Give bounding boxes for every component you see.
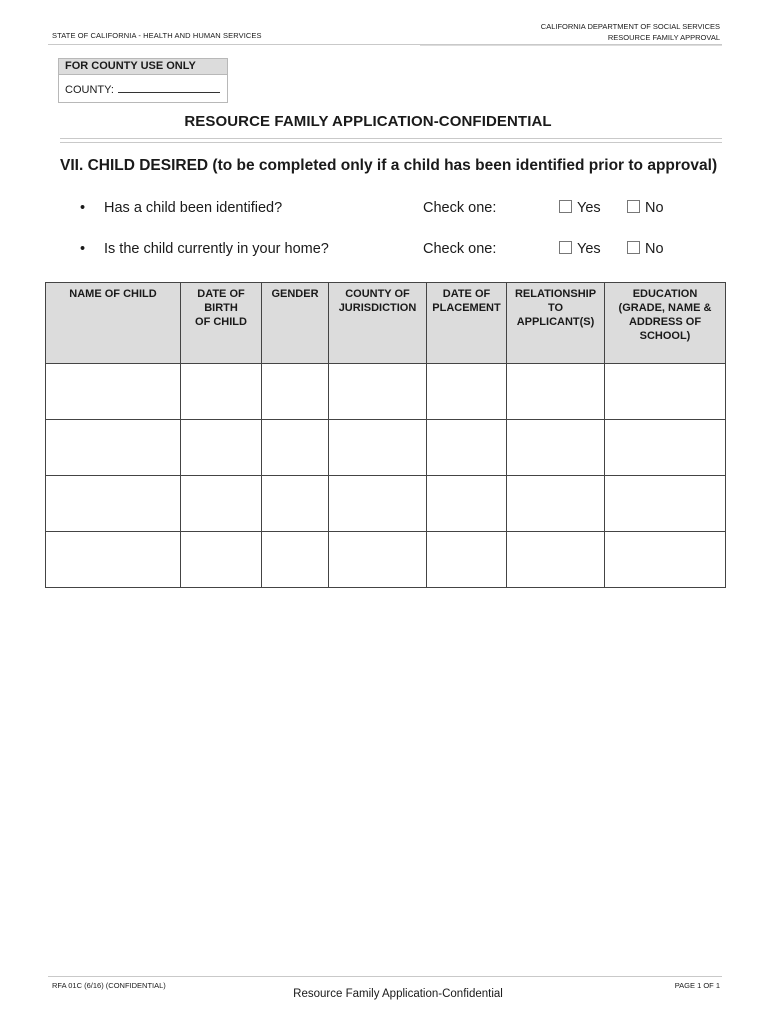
header-department-line2: RESOURCE FAMILY APPROVAL [607, 33, 720, 42]
table-cell[interactable] [181, 364, 262, 420]
children-table [45, 282, 726, 588]
table-cell[interactable] [605, 420, 726, 476]
col-education: EDUCATION (GRADE, NAME & ADDRESS OF SCHOOL) [605, 283, 726, 364]
yes-checkbox[interactable] [559, 200, 572, 213]
table-cell[interactable] [181, 532, 262, 588]
question-text: Is the child currently in your home? [104, 241, 329, 257]
option-yes[interactable] [559, 241, 601, 257]
yes-label: Yes [577, 241, 601, 257]
header-department-line1: CALIFORNIA DEPARTMENT OF SOCIAL SERVICES [540, 22, 720, 31]
check-one-label: Check one: [423, 241, 497, 257]
no-label: No [645, 200, 664, 216]
table-cell[interactable] [46, 476, 181, 532]
question-text: Has a child been identified? [104, 200, 283, 216]
no-checkbox[interactable] [627, 241, 640, 254]
table-cell[interactable] [262, 476, 329, 532]
table-cell[interactable] [427, 476, 507, 532]
page-number: PAGE 1 OF 1 [674, 981, 720, 990]
table-cell[interactable] [262, 364, 329, 420]
table-cell[interactable] [427, 420, 507, 476]
col-date-of-placement: DATE OF PLACEMENT [427, 283, 507, 364]
table-cell[interactable] [605, 532, 726, 588]
table-cell[interactable] [262, 532, 329, 588]
table-cell[interactable] [262, 420, 329, 476]
yes-checkbox[interactable] [559, 241, 572, 254]
table-row [46, 532, 726, 588]
table-cell[interactable] [329, 364, 427, 420]
table-cell[interactable] [46, 364, 181, 420]
col-date-of-birth: DATE OF BIRTH OF CHILD [181, 283, 262, 364]
title-rule-bottom [60, 142, 722, 143]
header-divider-accent [420, 45, 722, 46]
table-cell[interactable] [507, 420, 605, 476]
table-cell[interactable] [46, 532, 181, 588]
yes-label: Yes [577, 200, 601, 216]
col-name-of-child: NAME OF CHILD [46, 283, 181, 364]
table-cell[interactable] [427, 364, 507, 420]
col-gender: GENDER [262, 283, 329, 364]
table-cell[interactable] [507, 364, 605, 420]
table-cell[interactable] [605, 476, 726, 532]
header-agency: STATE OF CALIFORNIA - HEALTH AND HUMAN SERVICES [52, 31, 262, 40]
question-child-identified [80, 200, 282, 216]
table-cell[interactable] [329, 532, 427, 588]
table-header-row [46, 283, 726, 364]
table-cell[interactable] [329, 476, 427, 532]
bullet-icon: • [80, 200, 86, 216]
question-child-in-home [80, 241, 329, 257]
table-cell[interactable] [181, 476, 262, 532]
county-use-box [58, 58, 228, 103]
option-yes[interactable] [559, 200, 601, 216]
form-number: RFA 01C (6/16) (CONFIDENTIAL) [52, 981, 166, 990]
title-rule-top [60, 138, 722, 139]
no-checkbox[interactable] [627, 200, 640, 213]
table-row [46, 364, 726, 420]
header-department [541, 21, 720, 43]
option-no[interactable] [627, 200, 664, 216]
col-relationship: RELATIONSHIP TO APPLICANT(S) [507, 283, 605, 364]
option-no[interactable] [627, 241, 664, 257]
table-cell[interactable] [605, 364, 726, 420]
page-title: RESOURCE FAMILY APPLICATION-CONFIDENTIAL [184, 113, 552, 130]
table-cell[interactable] [46, 420, 181, 476]
county-input[interactable] [118, 82, 220, 93]
footer-divider [48, 976, 722, 977]
table-cell[interactable] [507, 532, 605, 588]
table-row [46, 476, 726, 532]
section-title: VII. CHILD DESIRED (to be completed only if a child has been identified prior to approval) [60, 157, 718, 174]
county-label: COUNTY: [65, 84, 114, 96]
table-cell[interactable] [427, 532, 507, 588]
check-one-label: Check one: [423, 200, 497, 216]
county-field-row [59, 75, 227, 96]
table-cell[interactable] [329, 420, 427, 476]
table-row [46, 420, 726, 476]
table-cell[interactable] [507, 476, 605, 532]
table-cell[interactable] [181, 420, 262, 476]
col-county-of-jurisdiction: COUNTY OF JURISDICTION [329, 283, 427, 364]
no-label: No [645, 241, 664, 257]
footer-title: Resource Family Application-Confidential [293, 988, 503, 1000]
county-use-heading: FOR COUNTY USE ONLY [59, 59, 227, 75]
bullet-icon: • [80, 241, 86, 257]
